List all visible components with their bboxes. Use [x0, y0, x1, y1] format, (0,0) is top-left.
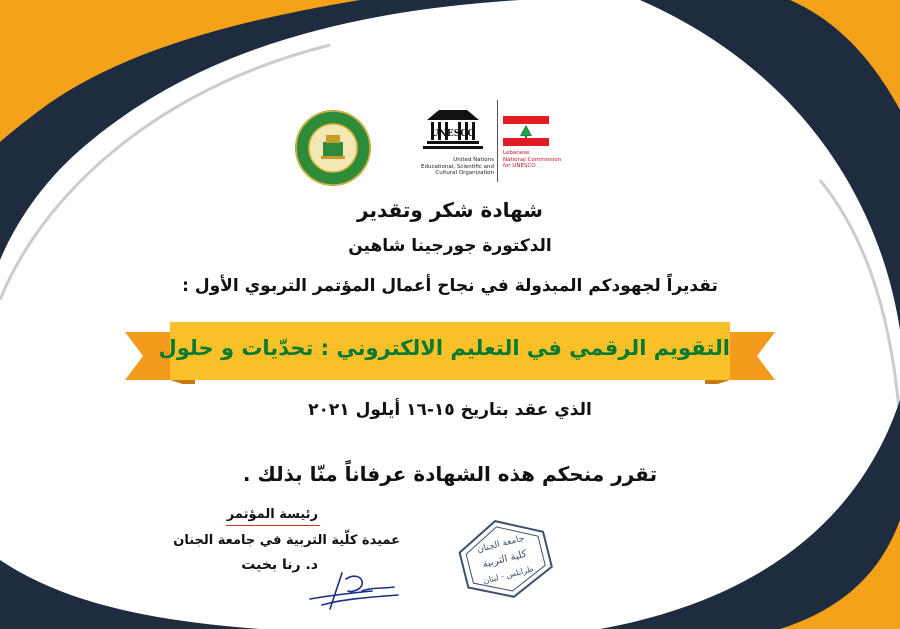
- stamp-top-text: جامعة الجنان: [476, 533, 526, 556]
- conference-dates: الذي عقد بتاريخ ١٥-١٦ أيلول ٢٠٢١: [308, 400, 592, 420]
- lebanon-cedar-flag-icon: [503, 116, 549, 146]
- closing-statement: تقرر منحكم هذه الشهادة عرفاناً منّا بذلك .: [242, 462, 658, 486]
- stamp-bottom-text: طرابلس - لبنان: [482, 564, 535, 586]
- logo-divider: [497, 100, 498, 182]
- jinan-university-seal-icon: [293, 108, 373, 188]
- signatory-position: عميدة كلّية التربية في جامعة الجنان: [173, 533, 400, 548]
- appreciation-text: تقديراً لجهودكم المبذولة في نجاح أعمال المؤتمر التربوي الأول :: [182, 276, 718, 296]
- honoree-name: الدكتورة جورجينا شاهين: [348, 236, 552, 256]
- role-underline: [226, 525, 320, 526]
- signatory-role: رئيسة المؤتمر: [226, 507, 318, 522]
- certificate-title: شهادة شكر وتقدير: [357, 198, 543, 222]
- faculty-stamp-icon: [444, 512, 564, 602]
- lebanon-commission-caption: Lebanese National Commission for UNESCO: [503, 150, 562, 170]
- unesco-caption: United Nations Educational, Scientific and Cultural Organization: [421, 157, 494, 177]
- stamp-middle-text: كلية التربية: [481, 548, 528, 571]
- unesco-wordmark: UNESCO: [430, 129, 476, 139]
- handwritten-signature-icon: [302, 565, 402, 613]
- conference-theme: التقويم الرقمي في التعليم الالكتروني : تحدّيات و حلول: [158, 336, 730, 360]
- signatory-name: د. رنا بخيت: [241, 557, 318, 573]
